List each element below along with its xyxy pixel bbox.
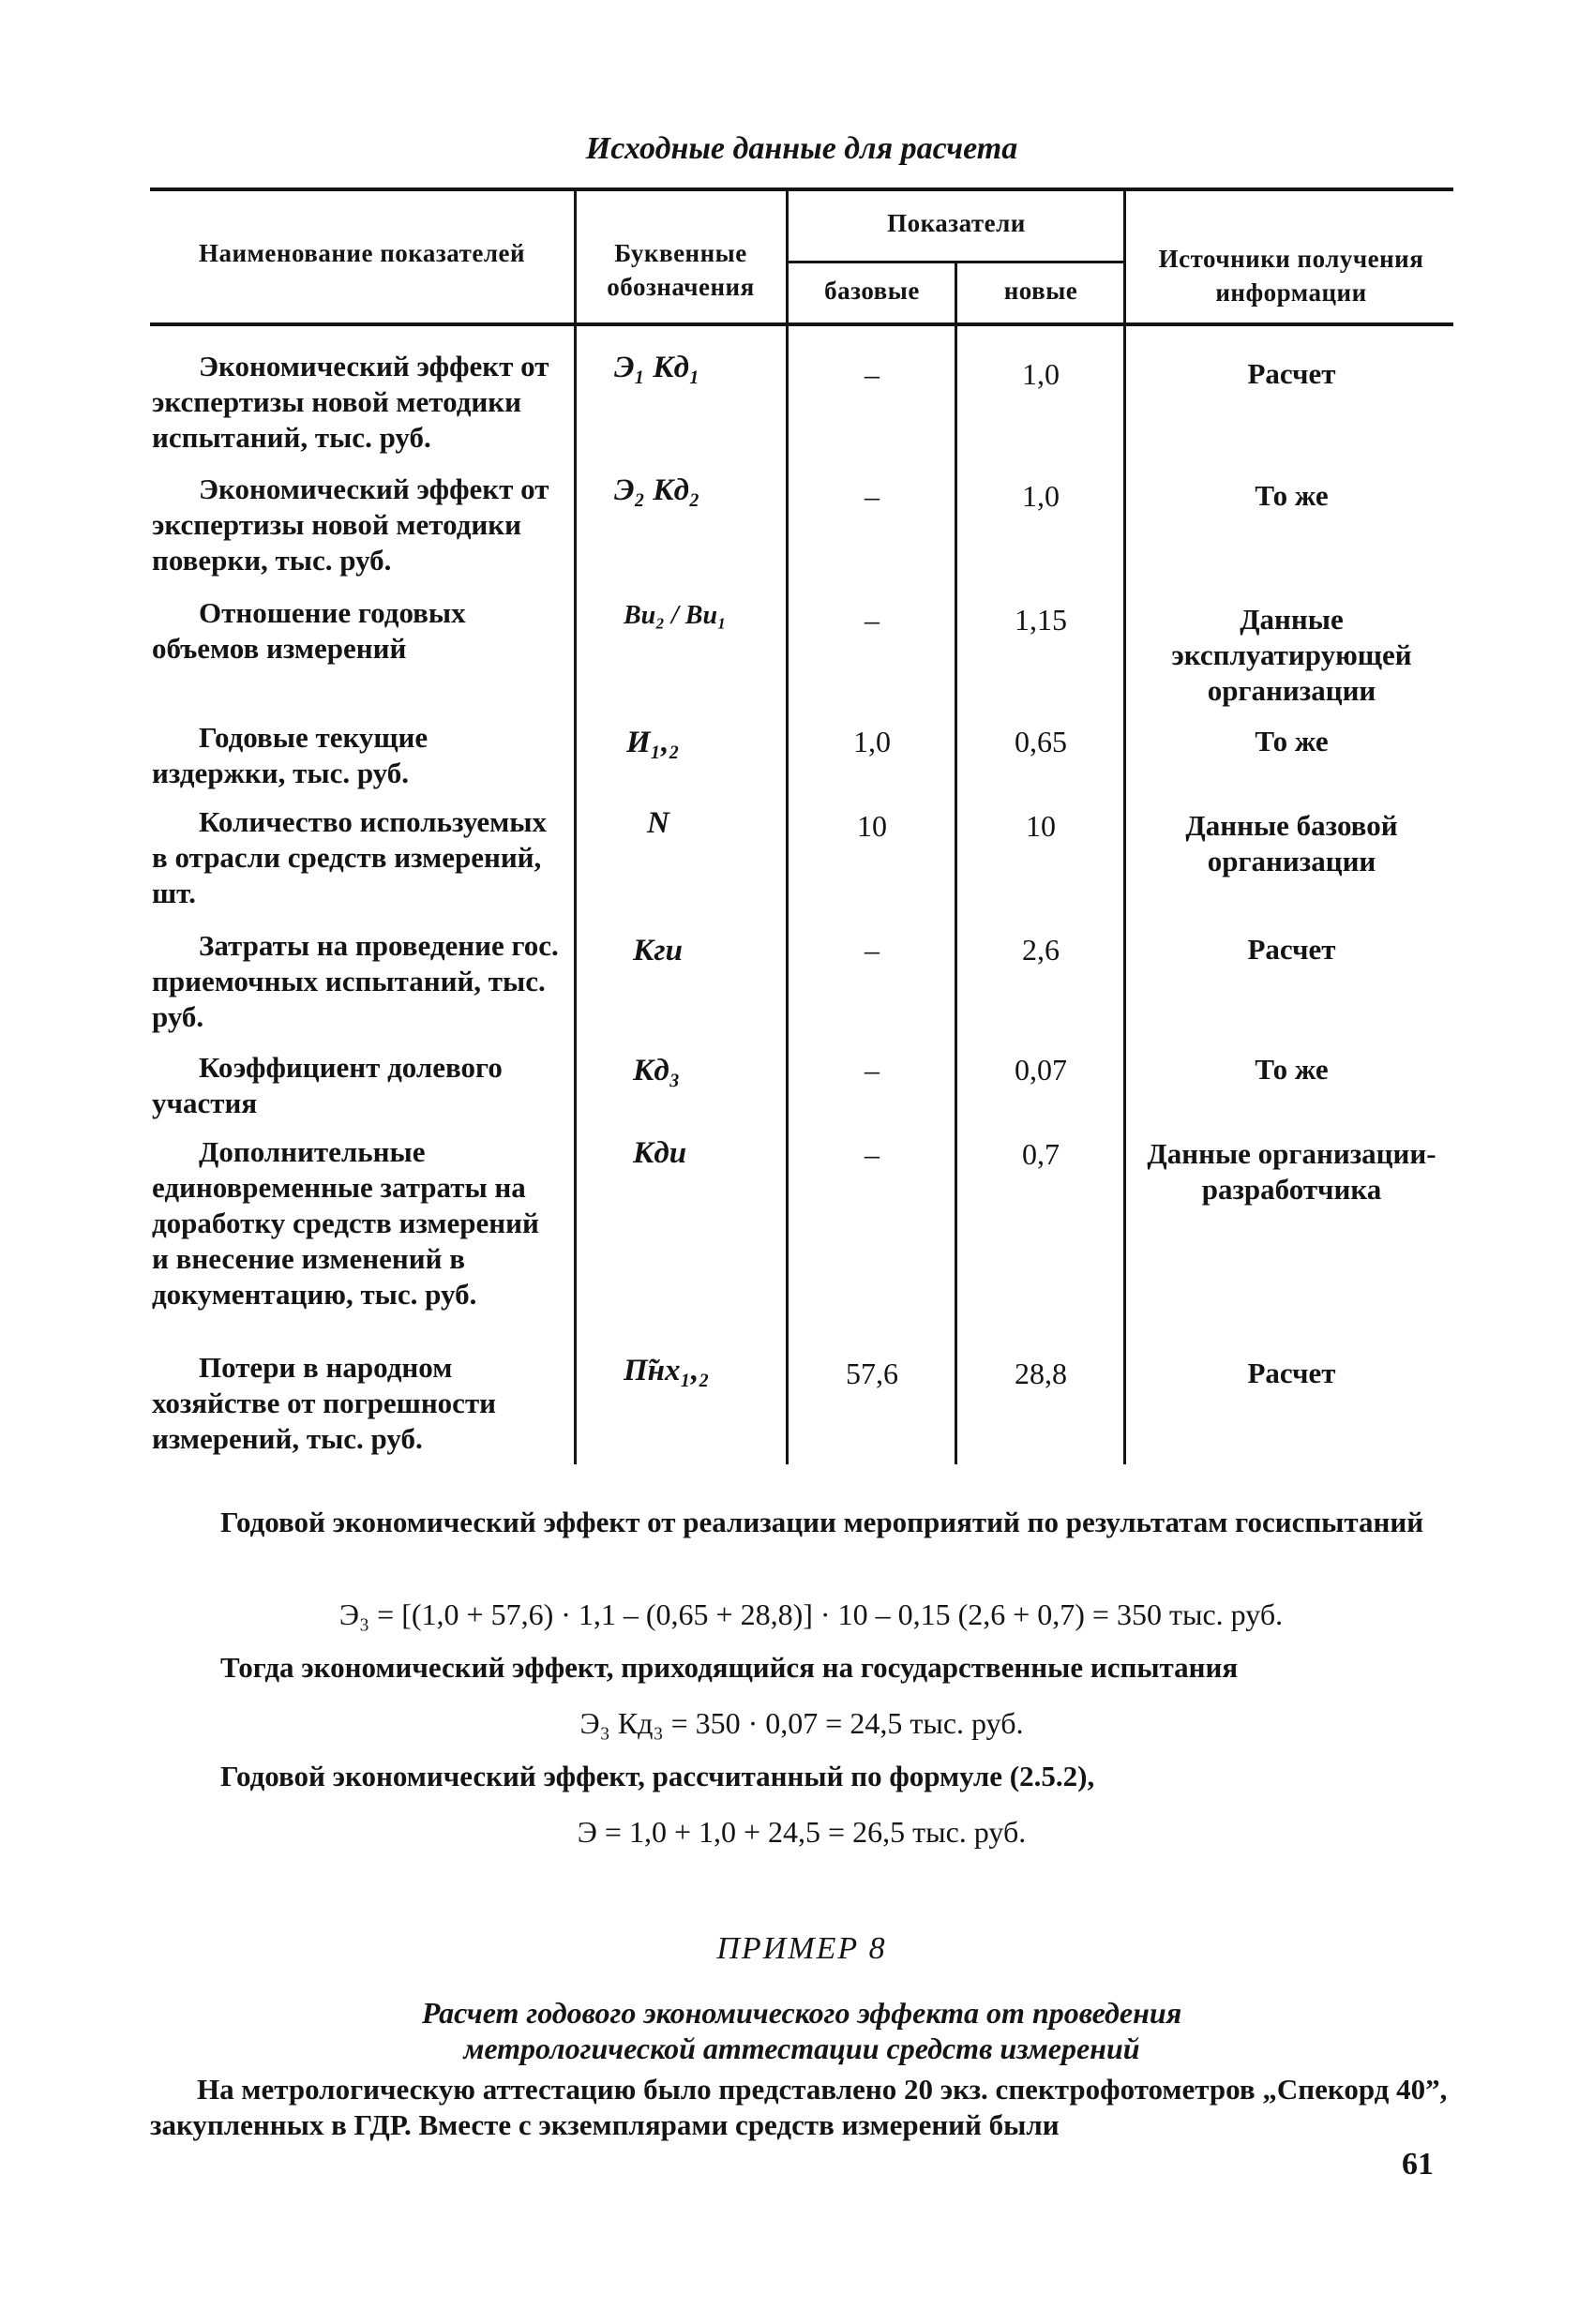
row-9-new: 28,8 [1015,1357,1067,1390]
row-1-new: 1,0 [1022,357,1060,391]
row-2-new: 1,0 [1022,479,1060,513]
row-2-symbol: Э₂ Кд₂ [614,473,700,507]
example-title: ПРИМЕР 8 [716,1931,887,1966]
row-3-symbol: Ви₂ / Ви₁ [624,601,727,630]
row-3-base: – [865,603,880,637]
row-7-source: То же [1255,1053,1329,1086]
row-9-name: Потери в народном хозяйстве от погрешности измерений, тыс. руб. [152,1351,497,1455]
row-5-new: 10 [1026,809,1056,843]
table-vrule-4 [1123,189,1126,1464]
header-name: Наименование показателей [198,239,526,267]
paragraph-annual-effect: Годовой экономический эффект от реализации мероприятий по результатам госиспытаний [220,1506,1424,1538]
row-8-source: Данные организации-разработчика [1147,1137,1436,1206]
row-2-source: То же [1255,479,1329,512]
header-base: базовые [824,277,920,305]
row-8-base: – [865,1137,880,1171]
row-4-new: 0,65 [1015,725,1067,758]
row-5-name: Количество используемых в отрасли средств измерений, шт. [152,805,547,909]
formula-e3-kd3: Э₃ Кд₃ = 350 · 0,07 = 24,5 тыс. руб. [579,1706,1024,1740]
page-number: 61 [1402,2147,1434,2182]
row-6-base: – [865,933,880,967]
row-1-source: Расчет [1247,357,1336,390]
row-7-new: 0,07 [1015,1053,1067,1087]
row-9-base: 57,6 [846,1357,898,1390]
formula-e3: Э₃ = [(1,0 + 57,6) · 1,1 – (0,65 + 28,8)] · 10 – 0,15 (2,6 + 0,7) = 350 тыс. руб. [338,1597,1284,1631]
header-symbol: Буквенные обозначения [607,239,755,301]
formula-total: Э = 1,0 + 1,0 + 24,5 = 26,5 тыс. руб. [577,1815,1027,1849]
row-5-source: Данные базовой организации [1185,809,1398,877]
row-5-symbol: N [647,806,669,840]
row-4-source: То же [1255,725,1329,757]
row-6-source: Расчет [1247,933,1336,966]
table-vrule-1 [574,189,577,1464]
header-indicators: Показатели [887,209,1026,237]
row-2-name: Экономический эффект от экспертизы новой методики поверки, тыс. руб. [152,472,549,577]
row-3-source: Данные эксплуатирующей организации [1171,603,1412,707]
paragraph-attestation: На метрологическую аттестацию было представлено 20 экз. спектрофотометров „Спекорд 40”, закупленных в ГДР. Вместе с экземплярами средств измерений были [150,2073,1448,2141]
table-top-rule [150,187,1453,191]
table-caption: Исходные данные для расчета [585,131,1018,166]
header-new: новые [1003,277,1078,305]
row-7-symbol: Кд₃ [633,1054,681,1087]
row-6-new: 2,6 [1022,933,1060,967]
row-8-symbol: Кди [633,1136,687,1170]
example-subtitle: Расчет годового экономического эффекта от проведения метрологической аттестации средств измерений [421,1996,1182,2065]
row-4-symbol: И₁,₂ [626,726,680,759]
row-2-base: – [865,479,880,513]
row-3-name: Отношение годовых объемов измерений [152,596,466,665]
header-source: Источники получения информации [1158,245,1424,307]
row-7-base: – [865,1053,880,1087]
row-5-base: 10 [857,809,887,843]
row-4-base: 1,0 [853,725,891,758]
row-6-symbol: Кги [633,934,683,967]
table-vrule-3 [955,261,957,1464]
row-9-symbol: П̃нх₁,₂ [624,1354,710,1387]
row-9-source: Расчет [1247,1357,1336,1389]
row-1-base: – [865,357,880,391]
row-1-name: Экономический эффект от экспертизы новой методики испытаний, тыс. руб. [152,350,549,454]
row-1-symbol: Э₁ Кд₁ [614,351,700,384]
row-3-new: 1,15 [1015,603,1067,637]
row-4-name: Годовые текущие издержки, тыс. руб. [152,721,429,789]
row-6-name: Затраты на проведение гос. приемочных испытаний, тыс. руб. [152,929,559,1033]
paragraph-state-tests: Тогда экономический эффект, приходящийся на государственные испытания [220,1651,1239,1684]
row-8-new: 0,7 [1022,1137,1060,1171]
row-7-name: Коэффициент долевого участия [152,1051,503,1119]
paragraph-formula-ref: Годовой экономический эффект, рассчитанный по формуле (2.5.2), [220,1760,1095,1792]
row-8-name: Дополнительные единовременные затраты на доработку средств измерений и внесение изменений в документацию, тыс. руб. [152,1135,539,1311]
table-header-rule [150,322,1453,326]
